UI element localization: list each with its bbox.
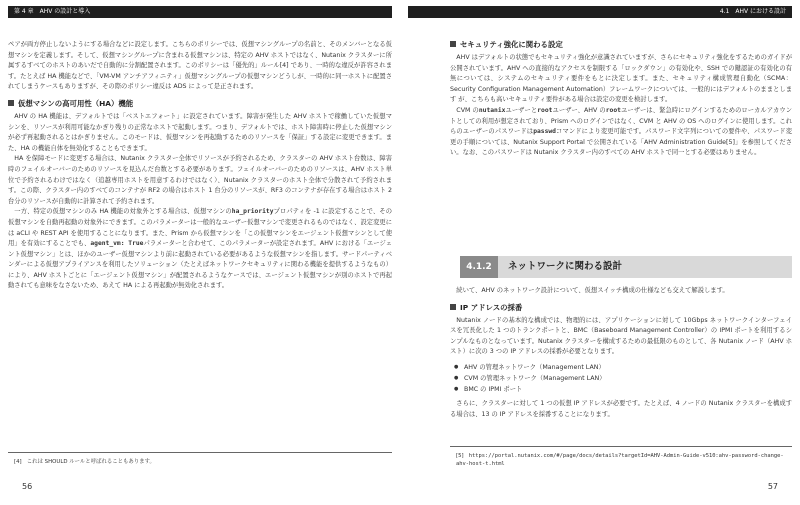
right-body-top [450, 40, 792, 159]
footnote-url: https://portal.nutanix.com/#/page/docs/details?targetId=AHV-Admin-Guide-v510:ahv-password-change-ahv-host-t.html [456, 453, 784, 467]
footnote-rule [8, 452, 392, 453]
ip-heading: IP アドレスの採番 [450, 303, 792, 313]
ha-paragraph-1: AHV の HA 機能は、デフォルトでは「ベストエフォート」に設定されています。障害が発生した AHV ホストで稼働していた仮想マシンを、リソースが利用可能なかぎり残りの正常なホストで起動します。つまり、デフォルトでは、ホスト障害時に停止した仮想マシンが必ず再起動されるとはかぎりません。このモードは、仮想マシンを再起動するためのリソースを「保証」する設定に変更できます。また、HA の機能自体を無効化することもできます。 [8, 112, 392, 152]
heading-square-icon [8, 100, 14, 106]
intro-paragraph: ペアが両方停止しないようにする場合などに設定します。こちらのポリシーでは、仮想マシングループの名前と、そのメンバーとなる仮想マシンを定義します。そして、仮想マシングループに含まれる仮想マシンは、特定の AHV ホストではなく、Nutanix クラスターに所属するすべてのホストのあいだで自動的に分割配置されます。このポリシーは「優先的」ルール[4] であり、一時的な違反が許容されます。たとえば HA 機能などで、「VM-VM アンチアフィニティ」仮想マシングループの仮想マシンどうしが、一時的に同一ホストに配置されてしまうケースもありますが、その際のポリシー違反は ADS によって是正されます。 [8, 41, 392, 91]
section-title: ネットワークに関わる設計 [508, 261, 623, 272]
list-item: ● CVM の管理ネットワーク（Management LAN） [464, 373, 792, 384]
security-paragraph-2: CVM のnutanixユーザーとrootユーザー、AHV のrootユーザーは、緊急時にログインするためのローカルアカウントとしての利用が想定されており、Prism へのログインではなく、CVM と AHV の OS へのログインに使用します。これらのユーザーのパスワードはpasswdコマンドにより変更可能です。パスワード文字列についての要件や、パスワード変更の手順については、Nutanix Support Portal で公開されている「AHV Administration Guide[5]」を参照してください。なお、このパスワードは Nutanix クラスター内のすべての AHV ホストで同一とする必要はありません。 [450, 106, 793, 157]
chapter-header-band [8, 6, 392, 18]
code-agent-vm: agent_vm: True [90, 240, 144, 248]
network-paragraph: 続いて、AHV のネットワーク設計について、仮想スイッチ構成の仕様なども交えて解説します。 [456, 287, 729, 294]
page-number-left: 56 [22, 482, 33, 491]
footnote-rule [450, 446, 792, 447]
section-header-band [408, 6, 792, 18]
heading-square-icon [450, 304, 456, 310]
code-ha-priority: ha_priority [231, 208, 274, 216]
list-item: ● AHV の管理ネットワーク（Management LAN） [464, 362, 792, 373]
ha-paragraph-2: HA を保障モードに変更する場合は、Nutanix クラスター全体でリソースが予約されるため、クラスターの AHV ホスト台数は、障害時のフェイルオーバーのためのリソースを見込んだ台数とする必要があります。フェイルオーバーのためのリソースは、AHV ホスト単位で予約されるわけではなく（追越専用ホストを用意するわけではなく）、Nutanix クラスターのホスト全体で分散されて予約されます。この際、クラスター内のすべてのコンテナが RF2 の場合はホスト 1 台分のリソースが、RF3 のコンテナが存在する場合はホスト 2 台分のリソースが自動的に計算されて予約されます。 [8, 155, 392, 205]
section-header: 4.1 AHV における設計 [719, 8, 786, 15]
footnote-4 [14, 458, 384, 466]
section-number: 4.1.2 [460, 256, 498, 278]
footnote-5 [456, 452, 786, 468]
ha-heading: 仮想マシンの高可用性（HA）機能 [8, 99, 392, 109]
ha-paragraph-3: 一方、特定の仮想マシンのみ HA 機能の対象外とする場合は、仮想マシンのha_priorityプロパティを -1 に設定することで、その仮想マシンを自動再起動の対象外にできます。このパラメーターは一般的なユーザー仮想マシンで変更されるものではなく、設定変更には aCLI や REST API を使用することになります。また、Prism から仮想マシンを「この仮想マシンをエージェント仮想マシンとして使用」を有効にすることでも、agent_vm: Trueパラメーターと合わせて、このパラメーターが設定されます。AHV における「エージェント仮想マシン」とは、ほかのユーザー仮想マシンより前に起動されている必要があるような仮想マシンを指します。サードパーティベンダーによる仮想アプライアンスを利用したソリューション（たとえばネットワークセキュリティに関わる機能を提供するようなもの）により、AHV ホストごとに「エージェント仮想マシン」が配置されるようなケースでは、エージェント仮想マシンが別のホストで再起動されても意味をなさないため、あえて HA による再起動が無効化されます。 [8, 208, 393, 290]
heading-square-icon [450, 41, 456, 47]
ip-paragraph: Nutanix ノードの基本的な構成では、物理的には、アプリケーションに対して 10Gbps ネットワークインターフェイスを冗長化した 1 つのトランクポートと、BMC（Baseboard Management Controller）の IPMI ポートを利用するシンプルなものとなっています。Nutanix クラスターを構成するための最低限のものとして、各 Nutanix ノード（AHV ホスト）に次の 3 つの IP アドレスの採番が必要となります。 [450, 316, 792, 356]
ip-list [450, 362, 792, 395]
ip-paragraph-2: さらに、クラスターに対して 1 つの仮想 IP アドレスが必要です。たとえば、4 ノードの Nutanix クラスターを構成する場合は、13 の IP アドレスを採番することになります。 [450, 399, 792, 418]
page-number-right: 57 [767, 482, 778, 491]
security-heading: セキュリティ強化に関わる設定 [450, 40, 792, 50]
footnote-text: これは SHOULD ルールと呼ばれることもあります。 [26, 459, 155, 465]
security-paragraph-1: AHV はデフォルトの状態でもセキュリティ強化が意識されていますが、さらにセキュリティ強化をするためのガイドが公開されています。AHV への直接的なアクセスを制限する「ロックダウン」の有効化や、SSH での鍵認証の有効化の有無については、システムのセキュリティ要件をもとに決定します。また、セキュリティ構成管理自動化（SCMA：Security Configuration Management Automation）フレームワークについては、一般的にはデフォルトのままとします が、こちらも高いセキュリティ要件がある場合は設定の変更を検討します。 [450, 54, 792, 104]
list-item: ● BMC の IPMI ポート [464, 384, 792, 395]
chapter-header: 第 4 章 AHV の設計と導入 [14, 8, 91, 15]
footnote-marker: [5] [456, 453, 464, 459]
section-title-box [460, 256, 792, 278]
right-body-bottom [450, 286, 792, 420]
right-page [400, 0, 800, 505]
footnote-marker: [4] [14, 459, 22, 465]
left-body [8, 40, 392, 292]
